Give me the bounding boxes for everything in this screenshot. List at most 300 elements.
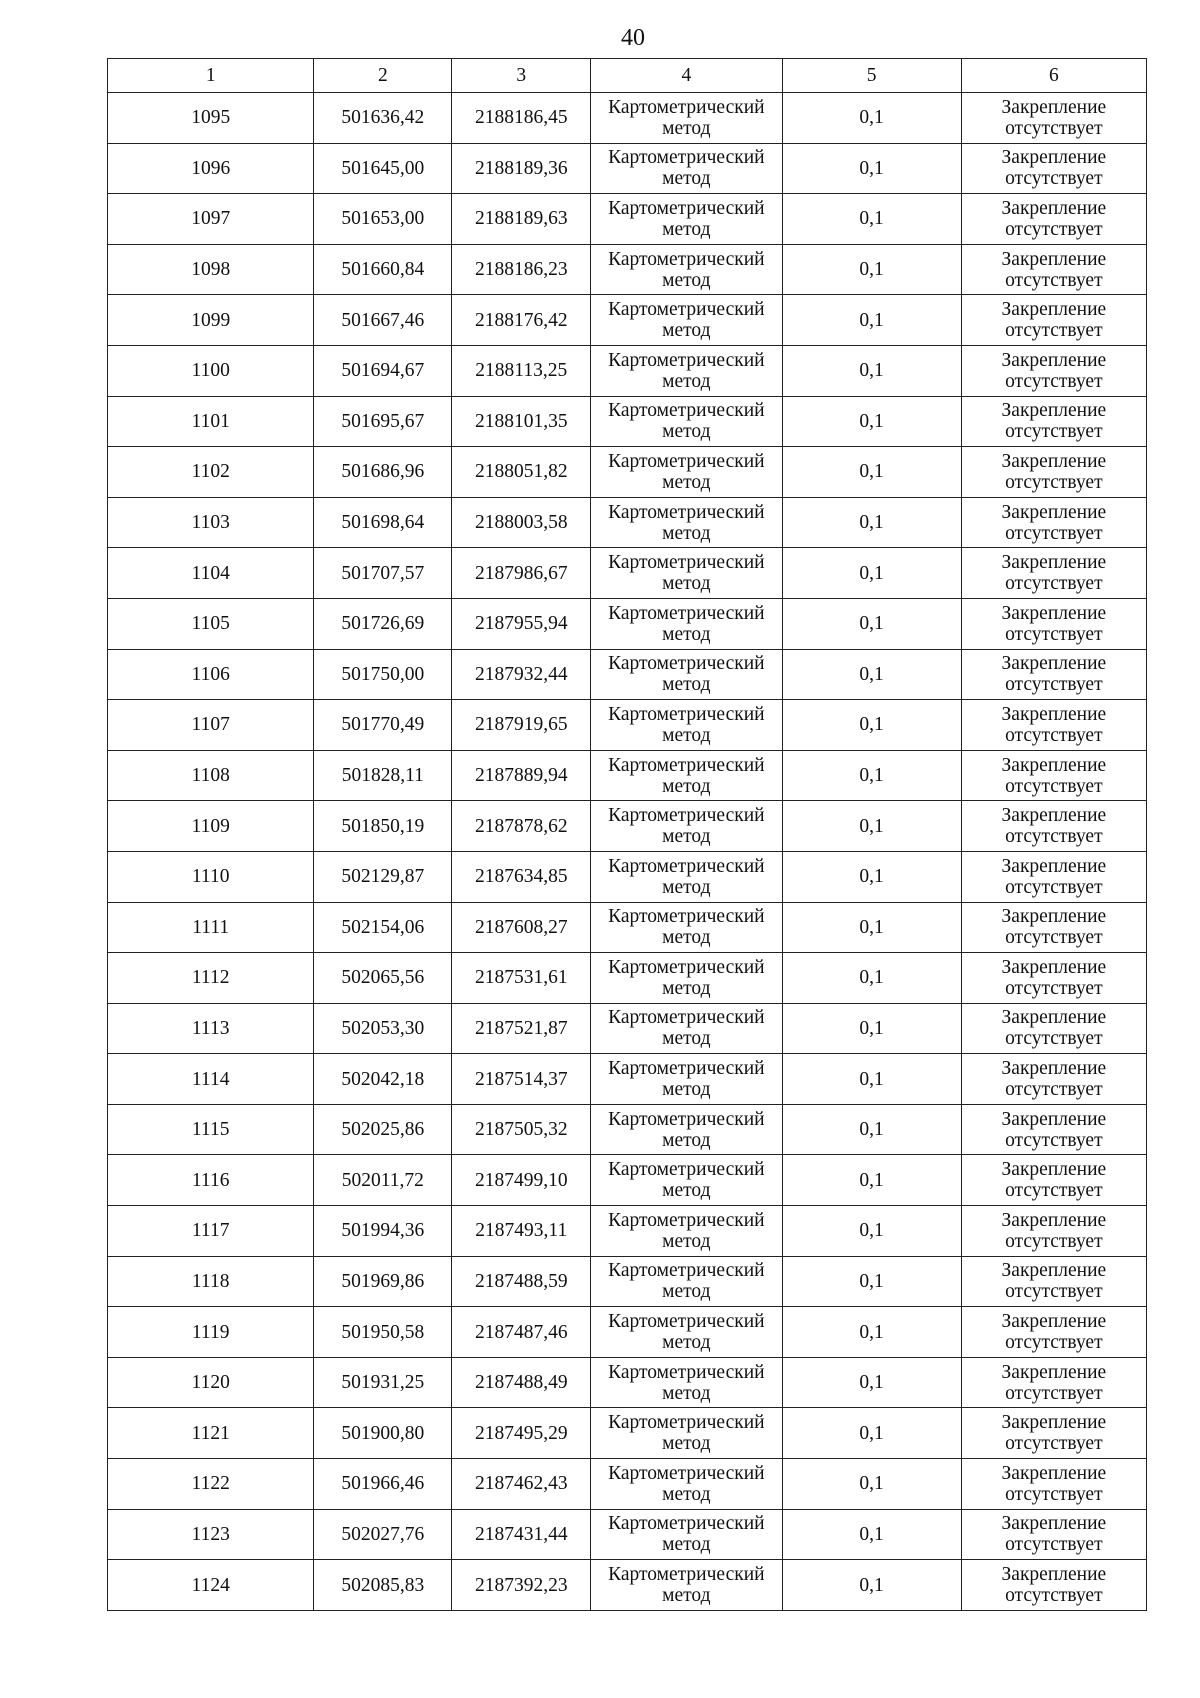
table-row (108, 1003, 1147, 1054)
accuracy-cell: 0,1 (782, 1003, 961, 1054)
table-row (108, 1054, 1147, 1105)
table-row (108, 902, 1147, 953)
fixing-cell-line: отсутствует (1005, 269, 1103, 291)
method-cell-line: метод (662, 1079, 711, 1101)
x-coordinate-cell: 502129,87 (314, 851, 452, 902)
accuracy-cell: 0,1 (782, 1509, 961, 1560)
fixing-cell (961, 649, 1146, 700)
method-cell (591, 548, 782, 599)
method-cell-line: Картометрический (608, 1007, 765, 1029)
accuracy-cell: 0,1 (782, 1357, 961, 1408)
fixing-cell-line: Закрепление (1001, 1361, 1107, 1383)
y-coordinate-cell: 2188051,82 (452, 447, 591, 498)
method-cell (591, 396, 782, 447)
x-coordinate-cell: 501726,69 (314, 598, 452, 649)
fixing-cell (961, 194, 1146, 245)
table-row (108, 1104, 1147, 1155)
fixing-cell (961, 1459, 1146, 1510)
x-coordinate-cell: 501707,57 (314, 548, 452, 599)
method-cell-line: метод (662, 1534, 711, 1556)
fixing-cell-line: Закрепление (1001, 1007, 1107, 1029)
table-row (108, 953, 1147, 1004)
fixing-cell-line: отсутствует (1005, 218, 1103, 240)
x-coordinate-cell: 501770,49 (314, 700, 452, 751)
table-row (108, 750, 1147, 801)
method-cell-line: метод (662, 1281, 711, 1303)
fixing-cell-line: Закрепление (1001, 450, 1107, 472)
y-coordinate-cell: 2187986,67 (452, 548, 591, 599)
fixing-cell-line: Закрепление (1001, 501, 1107, 523)
method-cell-line: Картометрический (608, 1209, 765, 1231)
method-cell-line: Картометрический (608, 1260, 765, 1282)
y-coordinate-cell: 2187514,37 (452, 1054, 591, 1105)
point-number-cell: 1113 (108, 1003, 314, 1054)
point-number-cell: 1124 (108, 1560, 314, 1611)
y-coordinate-cell: 2187499,10 (452, 1155, 591, 1206)
x-coordinate-cell: 502042,18 (314, 1054, 452, 1105)
method-cell (591, 1003, 782, 1054)
fixing-cell-line: Закрепление (1001, 147, 1107, 169)
fixing-cell (961, 1307, 1146, 1358)
accuracy-cell: 0,1 (782, 649, 961, 700)
fixing-cell (961, 1003, 1146, 1054)
y-coordinate-cell: 2188189,36 (452, 143, 591, 194)
method-cell (591, 1357, 782, 1408)
point-number-cell: 1095 (108, 93, 314, 144)
method-cell-line: метод (662, 1433, 711, 1455)
x-coordinate-cell: 501694,67 (314, 345, 452, 396)
fixing-cell (961, 801, 1146, 852)
method-cell (591, 447, 782, 498)
x-coordinate-cell: 501750,00 (314, 649, 452, 700)
table-row (108, 1408, 1147, 1459)
fixing-cell (961, 548, 1146, 599)
table-row (108, 1459, 1147, 1510)
x-coordinate-cell: 501686,96 (314, 447, 452, 498)
fixing-cell-line: Закрепление (1001, 349, 1107, 371)
method-cell-line: Картометрический (608, 855, 765, 877)
fixing-cell-line: Закрепление (1001, 1209, 1107, 1231)
fixing-cell-line: Закрепление (1001, 855, 1107, 877)
y-coordinate-cell: 2187495,29 (452, 1408, 591, 1459)
method-cell-line: Картометрический (608, 1361, 765, 1383)
table-row (108, 447, 1147, 498)
method-cell (591, 244, 782, 295)
method-cell (591, 345, 782, 396)
method-cell-line: метод (662, 1483, 711, 1505)
y-coordinate-cell: 2187488,59 (452, 1256, 591, 1307)
method-cell (591, 1104, 782, 1155)
fixing-cell (961, 1256, 1146, 1307)
method-cell (591, 801, 782, 852)
accuracy-cell: 0,1 (782, 1155, 961, 1206)
header-cell-2: 2 (314, 59, 452, 93)
x-coordinate-cell: 501969,86 (314, 1256, 452, 1307)
header-cell-3: 3 (452, 59, 591, 93)
fixing-cell (961, 1357, 1146, 1408)
x-coordinate-cell: 501828,11 (314, 750, 452, 801)
y-coordinate-cell: 2187488,49 (452, 1357, 591, 1408)
accuracy-cell: 0,1 (782, 295, 961, 346)
fixing-cell-line: Закрепление (1001, 1462, 1107, 1484)
method-cell-line: Картометрический (608, 602, 765, 624)
point-number-cell: 1112 (108, 953, 314, 1004)
method-cell (591, 1408, 782, 1459)
x-coordinate-cell: 501698,64 (314, 497, 452, 548)
method-cell (591, 750, 782, 801)
header-cell-1: 1 (108, 59, 314, 93)
fixing-cell-line: отсутствует (1005, 1534, 1103, 1556)
method-cell-line: метод (662, 826, 711, 848)
accuracy-cell: 0,1 (782, 93, 961, 144)
accuracy-cell: 0,1 (782, 345, 961, 396)
method-cell-line: Картометрический (608, 906, 765, 928)
x-coordinate-cell: 501660,84 (314, 244, 452, 295)
fixing-cell-line: отсутствует (1005, 1332, 1103, 1354)
x-coordinate-cell: 501645,00 (314, 143, 452, 194)
fixing-cell (961, 1155, 1146, 1206)
point-number-cell: 1119 (108, 1307, 314, 1358)
table-row (108, 1509, 1147, 1560)
fixing-cell (961, 1408, 1146, 1459)
fixing-cell-line: отсутствует (1005, 1028, 1103, 1050)
table-row (108, 1155, 1147, 1206)
method-cell-line: метод (662, 320, 711, 342)
fixing-cell-line: Закрепление (1001, 1058, 1107, 1080)
x-coordinate-cell: 502154,06 (314, 902, 452, 953)
page-number: 40 (621, 25, 645, 51)
method-cell (591, 1307, 782, 1358)
x-coordinate-cell: 502027,76 (314, 1509, 452, 1560)
point-number-cell: 1123 (108, 1509, 314, 1560)
point-number-cell: 1122 (108, 1459, 314, 1510)
fixing-cell-line: Закрепление (1001, 956, 1107, 978)
fixing-cell (961, 902, 1146, 953)
fixing-cell-line: отсутствует (1005, 1585, 1103, 1607)
fixing-cell (961, 851, 1146, 902)
method-cell (591, 649, 782, 700)
fixing-cell (961, 1560, 1146, 1611)
point-number-cell: 1105 (108, 598, 314, 649)
table-row (108, 801, 1147, 852)
accuracy-cell: 0,1 (782, 1104, 961, 1155)
method-cell-line: Картометрический (608, 653, 765, 675)
fixing-cell-line: отсутствует (1005, 1079, 1103, 1101)
fixing-cell (961, 396, 1146, 447)
y-coordinate-cell: 2188186,45 (452, 93, 591, 144)
fixing-cell (961, 244, 1146, 295)
method-cell-line: Картометрический (608, 703, 765, 725)
y-coordinate-cell: 2187521,87 (452, 1003, 591, 1054)
y-coordinate-cell: 2187889,94 (452, 750, 591, 801)
fixing-cell (961, 598, 1146, 649)
y-coordinate-cell: 2187608,27 (452, 902, 591, 953)
method-cell-line: метод (662, 876, 711, 898)
accuracy-cell: 0,1 (782, 194, 961, 245)
fixing-cell-line: Закрепление (1001, 1260, 1107, 1282)
table-row (108, 1307, 1147, 1358)
method-cell-line: Картометрический (608, 349, 765, 371)
method-cell-line: метод (662, 1180, 711, 1202)
y-coordinate-cell: 2188101,35 (452, 396, 591, 447)
method-cell-line: метод (662, 775, 711, 797)
y-coordinate-cell: 2187392,23 (452, 1560, 591, 1611)
fixing-cell-line: отсутствует (1005, 1180, 1103, 1202)
fixing-cell-line: Закрепление (1001, 653, 1107, 675)
point-number-cell: 1111 (108, 902, 314, 953)
fixing-cell (961, 295, 1146, 346)
method-cell-line: метод (662, 218, 711, 240)
point-number-cell: 1121 (108, 1408, 314, 1459)
method-cell-line: метод (662, 1382, 711, 1404)
fixing-cell-line: отсутствует (1005, 522, 1103, 544)
method-cell (591, 1509, 782, 1560)
fixing-cell-line: отсутствует (1005, 927, 1103, 949)
method-cell-line: Картометрический (608, 1159, 765, 1181)
y-coordinate-cell: 2187431,44 (452, 1509, 591, 1560)
method-cell-line: метод (662, 1129, 711, 1151)
x-coordinate-cell: 502065,56 (314, 953, 452, 1004)
accuracy-cell: 0,1 (782, 1307, 961, 1358)
y-coordinate-cell: 2187955,94 (452, 598, 591, 649)
table-row (108, 548, 1147, 599)
table-row (108, 1357, 1147, 1408)
x-coordinate-cell: 501950,58 (314, 1307, 452, 1358)
fixing-cell-line: Закрепление (1001, 1412, 1107, 1434)
accuracy-cell: 0,1 (782, 447, 961, 498)
method-cell-line: метод (662, 370, 711, 392)
method-cell-line: Картометрический (608, 248, 765, 270)
fixing-cell (961, 497, 1146, 548)
method-cell (591, 1206, 782, 1257)
method-cell-line: Картометрический (608, 96, 765, 118)
y-coordinate-cell: 2187505,32 (452, 1104, 591, 1155)
x-coordinate-cell: 502025,86 (314, 1104, 452, 1155)
method-cell-line: метод (662, 1028, 711, 1050)
fixing-cell (961, 700, 1146, 751)
method-cell-line: Картометрический (608, 754, 765, 776)
point-number-cell: 1118 (108, 1256, 314, 1307)
fixing-cell-line: отсутствует (1005, 1230, 1103, 1252)
table-row (108, 598, 1147, 649)
accuracy-cell: 0,1 (782, 1560, 961, 1611)
fixing-cell (961, 1206, 1146, 1257)
accuracy-cell: 0,1 (782, 143, 961, 194)
fixing-cell-line: Закрепление (1001, 400, 1107, 422)
fixing-cell-line: отсутствует (1005, 1382, 1103, 1404)
table-row (108, 497, 1147, 548)
method-cell-line: метод (662, 977, 711, 999)
point-number-cell: 1099 (108, 295, 314, 346)
accuracy-cell: 0,1 (782, 1054, 961, 1105)
point-number-cell: 1109 (108, 801, 314, 852)
fixing-cell-line: отсутствует (1005, 1281, 1103, 1303)
table-body (108, 93, 1147, 1611)
table-row (108, 93, 1147, 144)
point-number-cell: 1107 (108, 700, 314, 751)
method-cell-line: метод (662, 471, 711, 493)
method-cell (591, 1459, 782, 1510)
fixing-cell-line: Закрепление (1001, 552, 1107, 574)
fixing-cell-line: отсутствует (1005, 471, 1103, 493)
table-row (108, 194, 1147, 245)
x-coordinate-cell: 501667,46 (314, 295, 452, 346)
point-number-cell: 1104 (108, 548, 314, 599)
x-coordinate-cell: 501653,00 (314, 194, 452, 245)
fixing-cell (961, 447, 1146, 498)
accuracy-cell: 0,1 (782, 598, 961, 649)
point-number-cell: 1100 (108, 345, 314, 396)
y-coordinate-cell: 2188003,58 (452, 497, 591, 548)
fixing-cell-line: Закрепление (1001, 703, 1107, 725)
x-coordinate-cell: 501994,36 (314, 1206, 452, 1257)
y-coordinate-cell: 2188189,63 (452, 194, 591, 245)
method-cell-line: метод (662, 724, 711, 746)
fixing-cell (961, 1509, 1146, 1560)
method-cell-line: метод (662, 1585, 711, 1607)
method-cell (591, 598, 782, 649)
method-cell-line: Картометрический (608, 400, 765, 422)
fixing-cell (961, 143, 1146, 194)
method-cell-line: Картометрический (608, 805, 765, 827)
y-coordinate-cell: 2188186,23 (452, 244, 591, 295)
y-coordinate-cell: 2187634,85 (452, 851, 591, 902)
method-cell (591, 295, 782, 346)
point-number-cell: 1103 (108, 497, 314, 548)
fixing-cell-line: отсутствует (1005, 370, 1103, 392)
fixing-cell-line: отсутствует (1005, 168, 1103, 190)
point-number-cell: 1096 (108, 143, 314, 194)
accuracy-cell: 0,1 (782, 244, 961, 295)
method-cell-line: метод (662, 623, 711, 645)
accuracy-cell: 0,1 (782, 1256, 961, 1307)
accuracy-cell: 0,1 (782, 700, 961, 751)
y-coordinate-cell: 2187493,11 (452, 1206, 591, 1257)
fixing-cell (961, 953, 1146, 1004)
method-cell-line: Картометрический (608, 1108, 765, 1130)
method-cell-line: Картометрический (608, 299, 765, 321)
point-number-cell: 1116 (108, 1155, 314, 1206)
header-row (108, 59, 1147, 93)
x-coordinate-cell: 501636,42 (314, 93, 452, 144)
accuracy-cell: 0,1 (782, 1206, 961, 1257)
x-coordinate-cell: 501931,25 (314, 1357, 452, 1408)
fixing-cell-line: Закрепление (1001, 1108, 1107, 1130)
point-number-cell: 1114 (108, 1054, 314, 1105)
method-cell-line: Картометрический (608, 1058, 765, 1080)
fixing-cell-line: отсутствует (1005, 674, 1103, 696)
fixing-cell-line: Закрепление (1001, 805, 1107, 827)
method-cell-line: Картометрический (608, 956, 765, 978)
y-coordinate-cell: 2187462,43 (452, 1459, 591, 1510)
table-row (108, 396, 1147, 447)
method-cell-line: метод (662, 269, 711, 291)
x-coordinate-cell: 502011,72 (314, 1155, 452, 1206)
accuracy-cell: 0,1 (782, 497, 961, 548)
accuracy-cell: 0,1 (782, 750, 961, 801)
x-coordinate-cell: 501695,67 (314, 396, 452, 447)
method-cell (591, 851, 782, 902)
method-cell-line: Картометрический (608, 197, 765, 219)
fixing-cell-line: Закрепление (1001, 1159, 1107, 1181)
method-cell (591, 143, 782, 194)
table-row (108, 851, 1147, 902)
table-row (108, 1256, 1147, 1307)
accuracy-cell: 0,1 (782, 548, 961, 599)
point-number-cell: 1115 (108, 1104, 314, 1155)
fixing-cell-line: отсутствует (1005, 1483, 1103, 1505)
method-cell-line: Картометрический (608, 1462, 765, 1484)
header-cell-5: 5 (782, 59, 961, 93)
fixing-cell-line: отсутствует (1005, 724, 1103, 746)
method-cell (591, 1560, 782, 1611)
fixing-cell-line: Закрепление (1001, 299, 1107, 321)
method-cell (591, 497, 782, 548)
header-cell-4: 4 (591, 59, 782, 93)
method-cell-line: Картометрический (608, 501, 765, 523)
method-cell-line: метод (662, 117, 711, 139)
fixing-cell-line: Закрепление (1001, 906, 1107, 928)
method-cell-line: метод (662, 421, 711, 443)
method-cell-line: Картометрический (608, 1412, 765, 1434)
x-coordinate-cell: 501900,80 (314, 1408, 452, 1459)
method-cell-line: метод (662, 1230, 711, 1252)
table-row (108, 1206, 1147, 1257)
table-header (108, 59, 1147, 93)
point-number-cell: 1120 (108, 1357, 314, 1408)
y-coordinate-cell: 2187919,65 (452, 700, 591, 751)
point-number-cell: 1097 (108, 194, 314, 245)
point-number-cell: 1108 (108, 750, 314, 801)
accuracy-cell: 0,1 (782, 1459, 961, 1510)
y-coordinate-cell: 2187878,62 (452, 801, 591, 852)
table-row (108, 143, 1147, 194)
point-number-cell: 1106 (108, 649, 314, 700)
fixing-cell-line: Закрепление (1001, 1564, 1107, 1586)
header-cell-6: 6 (961, 59, 1146, 93)
fixing-cell-line: отсутствует (1005, 320, 1103, 342)
point-number-cell: 1110 (108, 851, 314, 902)
method-cell (591, 194, 782, 245)
method-cell-line: Картометрический (608, 147, 765, 169)
method-cell (591, 93, 782, 144)
method-cell (591, 1054, 782, 1105)
y-coordinate-cell: 2188113,25 (452, 345, 591, 396)
method-cell-line: Картометрический (608, 1513, 765, 1535)
method-cell-line: Картометрический (608, 450, 765, 472)
point-number-cell: 1102 (108, 447, 314, 498)
coordinates-table (107, 58, 1147, 1611)
point-number-cell: 1101 (108, 396, 314, 447)
method-cell-line: метод (662, 522, 711, 544)
method-cell-line: метод (662, 927, 711, 949)
y-coordinate-cell: 2187932,44 (452, 649, 591, 700)
accuracy-cell: 0,1 (782, 953, 961, 1004)
fixing-cell-line: отсутствует (1005, 1129, 1103, 1151)
fixing-cell (961, 93, 1146, 144)
method-cell-line: метод (662, 674, 711, 696)
table-row (108, 649, 1147, 700)
fixing-cell-line: отсутствует (1005, 876, 1103, 898)
fixing-cell-line: Закрепление (1001, 754, 1107, 776)
fixing-cell-line: Закрепление (1001, 248, 1107, 270)
table-row (108, 1560, 1147, 1611)
fixing-cell-line: отсутствует (1005, 1433, 1103, 1455)
method-cell-line: метод (662, 168, 711, 190)
fixing-cell-line: отсутствует (1005, 117, 1103, 139)
fixing-cell-line: отсутствует (1005, 421, 1103, 443)
fixing-cell-line: отсутствует (1005, 826, 1103, 848)
